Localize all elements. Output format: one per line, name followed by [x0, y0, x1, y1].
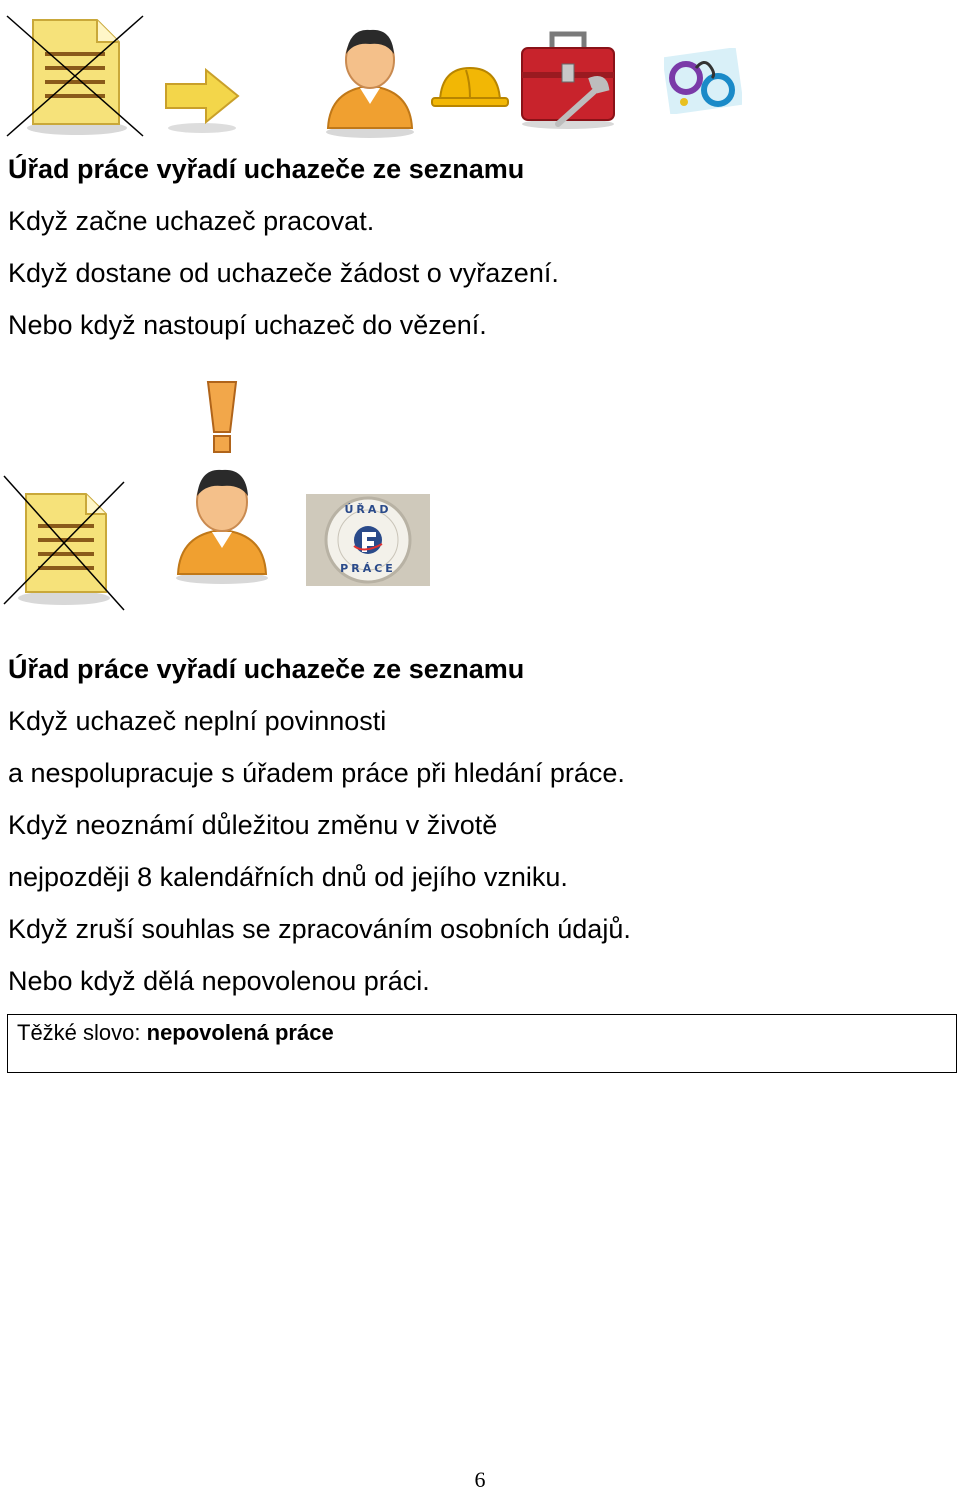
worker-person-icon — [320, 20, 420, 138]
section1-line-2: Když dostane od uchazeče žádost o vyřazení. — [8, 258, 559, 288]
hard-word-box — [7, 1014, 957, 1073]
logo-text-bottom: PRÁCE — [340, 562, 396, 575]
hard-hat-icon — [430, 62, 510, 112]
section2-line-3: Když neoznámí důležitou změnu v životě — [8, 810, 498, 840]
exclamation-icon — [204, 380, 240, 456]
section2-heading: Úřad práce vyřadí uchazeče ze seznamu — [8, 654, 525, 684]
section2-line-4: nejpozději 8 kalendářních dnů od jejího vzniku. — [8, 862, 568, 892]
section2-line-2: a nespolupracuje s úřadem práce při hledání práce. — [8, 758, 625, 788]
section1-line-1: Když začne uchazeč pracovat. — [8, 206, 375, 236]
crossed-document-icon — [5, 12, 145, 138]
hard-word-text — [17, 1020, 334, 1046]
hard-word-term: nepovolená práce — [146, 1020, 334, 1045]
section2-line-6: Nebo když dělá nepovolenou práci. — [8, 966, 430, 996]
toolbox-icon — [518, 28, 618, 130]
person-icon — [170, 462, 274, 584]
urad-prace-logo-icon — [306, 494, 430, 586]
handcuffs-icon — [664, 48, 742, 114]
section2-line-1: Když uchazeč neplní povinnosti — [8, 706, 387, 736]
section2-line-5: Když zruší souhlas se zpracováním osobních údajů. — [8, 914, 631, 944]
crossed-document-icon-2 — [2, 474, 126, 614]
section1-heading: Úřad práce vyřadí uchazeče ze seznamu — [8, 154, 525, 184]
hard-word-label: Těžké slovo: — [17, 1020, 141, 1045]
page-number: 6 — [474, 1467, 486, 1492]
logo-text-top: ÚŘAD — [344, 503, 392, 516]
section1-line-3: Nebo když nastoupí uchazeč do vězení. — [8, 310, 487, 340]
arrow-right-icon — [162, 66, 242, 136]
